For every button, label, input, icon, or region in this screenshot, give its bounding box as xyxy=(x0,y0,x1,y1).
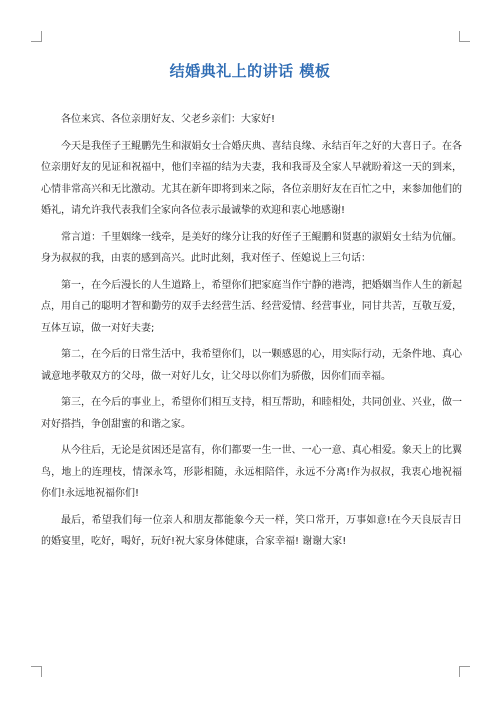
crop-mark-bottom-left xyxy=(31,666,42,677)
document-body xyxy=(41,109,462,558)
paragraph-greeting: 各位来宾、各位亲朋好友、父老乡亲们：大家好! xyxy=(61,114,276,125)
paragraph-blessing: 从今往后，无论是贫困还是富有，你们都要一生一世、一心一意、真心相爱。象天上的比翼鸟，地上的连理枝，情深永笃，形影相随，永远相陪伴，永远不分离!作为叔叔，我衷心地祝福你们!永远地祝福你们! xyxy=(41,445,462,499)
paragraph-second-wish: 第二，在今后的日常生活中，我希望你们，以一颗感恩的心，用实际行动，无条件地、真心诚意地孝敬双方的父母，做一对好儿女，让父母以你们为骄傲，因你们而幸福。 xyxy=(41,349,462,382)
paragraph-closing: 最后，希望我们每一位亲人和朋友都能象今天一样，笑口常开，万事如意!在今天良辰吉日的婚宴里，吃好，喝好，玩好!祝大家身体健康，合家幸福! 谢谢大家! xyxy=(41,514,462,547)
crop-mark-top-left xyxy=(31,31,42,42)
crop-mark-bottom-right xyxy=(459,666,470,677)
document-title: 结婚典礼上的讲话 模板 xyxy=(169,62,331,80)
paragraph-proverb: 常言道：千里姻缘一线牵，是美好的缘分让我的好侄子王鲲鹏和贤惠的淑娟女士结为伉俪。身为叔叔的我，由衷的感到高兴。此时此刻，我对侄子、侄媳说上三句话： xyxy=(41,231,462,264)
crop-mark-top-right xyxy=(459,31,470,42)
paragraph-third-wish: 第三，在今后的事业上，希望你们相互支持，相互帮助，和睦相处，共同创业、兴业，做一对好搭挡，争创甜蜜的和谐之家。 xyxy=(41,397,462,430)
paragraph-introduction: 今天是我侄子王鲲鹏先生和淑娟女士合婚庆典、喜结良缘、永结百年之好的大喜日子。在各位亲朋好友的见证和祝福中，他们幸福的结为夫妻，我和我哥及全家人早就盼着这一天的到来，心情非常高兴和无比激动。尤其在新年即将到来之际，各位亲朋好友在百忙之中，来参加他们的婚礼，请允许我代表我们全家向各位表示最诚挚的欢迎和衷心地感谢! xyxy=(41,140,462,216)
paragraph-first-wish: 第一，在今后漫长的人生道路上，希望你们把家庭当作宁静的港湾，把婚姻当作人生的新起点，用自己的聪明才智和勤劳的双手去经营生活、经营爱情、经营事业，同甘共苦，互敬互爱，互体互谅，做一对好夫妻; xyxy=(41,279,462,334)
